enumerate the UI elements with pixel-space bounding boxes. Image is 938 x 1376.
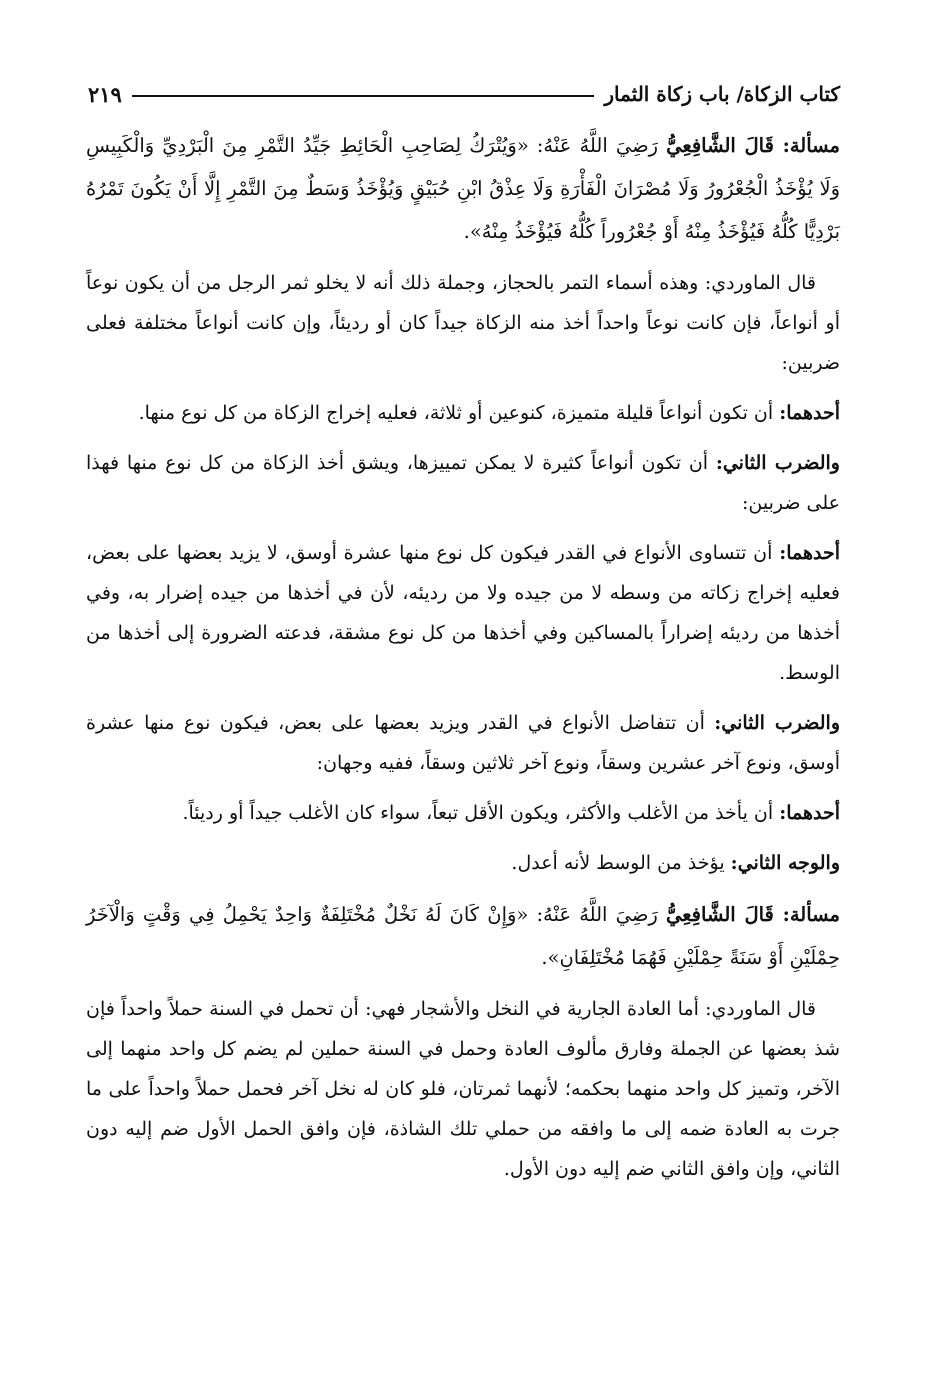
paragraph-first-type <box>86 393 840 433</box>
paragraph-second-view <box>86 843 840 883</box>
paragraph-lead: والضرب الثاني: <box>714 712 840 734</box>
paragraph-lead: أحدهما: <box>779 402 840 424</box>
paragraph-unequal-case <box>86 703 840 783</box>
paragraph-text: أن تتساوى الأنواع في القدر فيكون كل نوع منها عشرة أوسق، لا يزيد بعضها على بعض، فعليه إخراج زكاته من وسطه لا من جيده ولا من رديئه، لأن في أخذها من جيده إضرار به، وفي أخذها من رديئه إضراراً بالمساكين وفي أخذها من كل نوع مشقة، فدعته الضرورة إلى أخذها من الوسط. <box>86 542 840 684</box>
paragraph-text: أن تتفاضل الأنواع في القدر ويزيد بعضها على بعض، فيكون نوع منها عشرة أوسق، ونوع آخر عشرين وسقاً، ونوع آخر ثلاثين وسقاً، ففيه وجهان: <box>86 712 840 774</box>
running-header <box>88 76 840 112</box>
paragraph-equal-case <box>86 533 840 693</box>
paragraph-text: أن يأخذ من الأغلب والأكثر، ويكون الأقل تبعاً، سواء كان الأغلب جيداً أو رديئاً. <box>182 802 780 824</box>
paragraph-masala-1 <box>86 124 840 253</box>
page-number: ٢١٩ <box>88 81 122 107</box>
paragraph-first-view <box>86 793 840 833</box>
paragraph-masala-2 <box>86 893 840 979</box>
paragraph-second-type <box>86 443 840 523</box>
paragraph-lead: مسألة: قَالَ الشَّافِعِيُّ <box>666 134 840 157</box>
header-rule <box>132 95 595 97</box>
paragraph-text: يؤخذ من الوسط لأنه أعدل. <box>511 852 731 874</box>
paragraph-text: رَضِيَ اللَّهُ عَنْهُ: «وَيُتْرَكُ لِصَاحِبِ الْحَائِطِ جَيِّدُ التَّمْرِ مِنَ الْبَرْدِيِّ وَالْكَبِيسِ وَلَا يُؤْخَذُ الْجُعْرُورُ وَلَا مُصْرَانَ الْفَأْرَةِ وَلَا عِذْقُ ابْنِ حُبَيْقٍ وَيُؤْخَذُ وَسَطٌ مِنَ التَّمْرِ إِلَّا أَنْ يَكُونَ تَمْرُهُ بَرْدِيًّا كُلُّهُ فَيُؤْخَذُ مِنْهُ أَوْ جُعْرُوراً كُلُّهُ فَيُؤْخَذُ مِنْهُ». <box>86 134 840 243</box>
chapter-title: كتاب الزكاة/ باب زكاة الثمار <box>604 82 840 106</box>
paragraph-text: قال الماوردي: وهذه أسماء التمر بالحجاز، وجملة ذلك أنه لا يخلو ثمر الرجل من أن يكون نوعاً أو أنواعاً، فإن كانت نوعاً واحداً أخذ منه الزكاة جيداً كان أو رديئاً، وإن كانت أنواعاً مختلفة فعلى ضربين: <box>86 272 840 374</box>
paragraph-lead: مسألة: قَالَ الشَّافِعِيُّ <box>666 903 840 926</box>
paragraph-mawardi-2 <box>86 989 840 1189</box>
paragraph-text: أن تكون أنواعاً كثيرة لا يمكن تمييزها، ويشق أخذ الزكاة من كل نوع منها فهذا على ضربين: <box>86 452 840 514</box>
paragraph-text: أن تكون أنواعاً قليلة متميزة، كنوعين أو ثلاثة، فعليه إخراج الزكاة من كل نوع منها. <box>138 402 780 424</box>
paragraph-lead: أحدهما: <box>779 542 840 564</box>
paragraph-lead: والوجه الثاني: <box>730 852 840 874</box>
paragraph-lead: والضرب الثاني: <box>715 452 840 474</box>
paragraph-lead: أحدهما: <box>779 802 840 824</box>
page-body <box>86 124 840 1199</box>
paragraph-mawardi-1 <box>86 263 840 383</box>
paragraph-text: قال الماوردي: أما العادة الجارية في النخل والأشجار فهي: أن تحمل في السنة حملاً واحداً فإن شذ بعضها عن الجملة وفارق مألوف العادة وحمل في السنة حملين لم يضم كل واحد منهما إلى الآخر، وتميز كل واحد منهما بحكمه؛ لأنهما ثمرتان، فلو كان له نخل آخر فحمل حملاً واحداً على ما جرت به العادة ضمه إلى ما وافقه من حملي تلك الشاذة، فإن وافق الحمل الأول ضم إليه دون الثاني، وإن وافق الثاني ضم إليه دون الأول. <box>86 998 840 1180</box>
paragraph-text: رَضِيَ اللَّهُ عَنْهُ: «وَإِنْ كَانَ لَهُ نَخْلٌ مُخْتَلِفَةٌ وَاحِدٌ يَحْمِلُ فِي وَقْتٍ وَالْآخَرُ حِمْلَيْنِ أَوْ سَنَةً حِمْلَيْنِ فَهُمَا مُخْتَلِفَانِ». <box>86 903 840 969</box>
